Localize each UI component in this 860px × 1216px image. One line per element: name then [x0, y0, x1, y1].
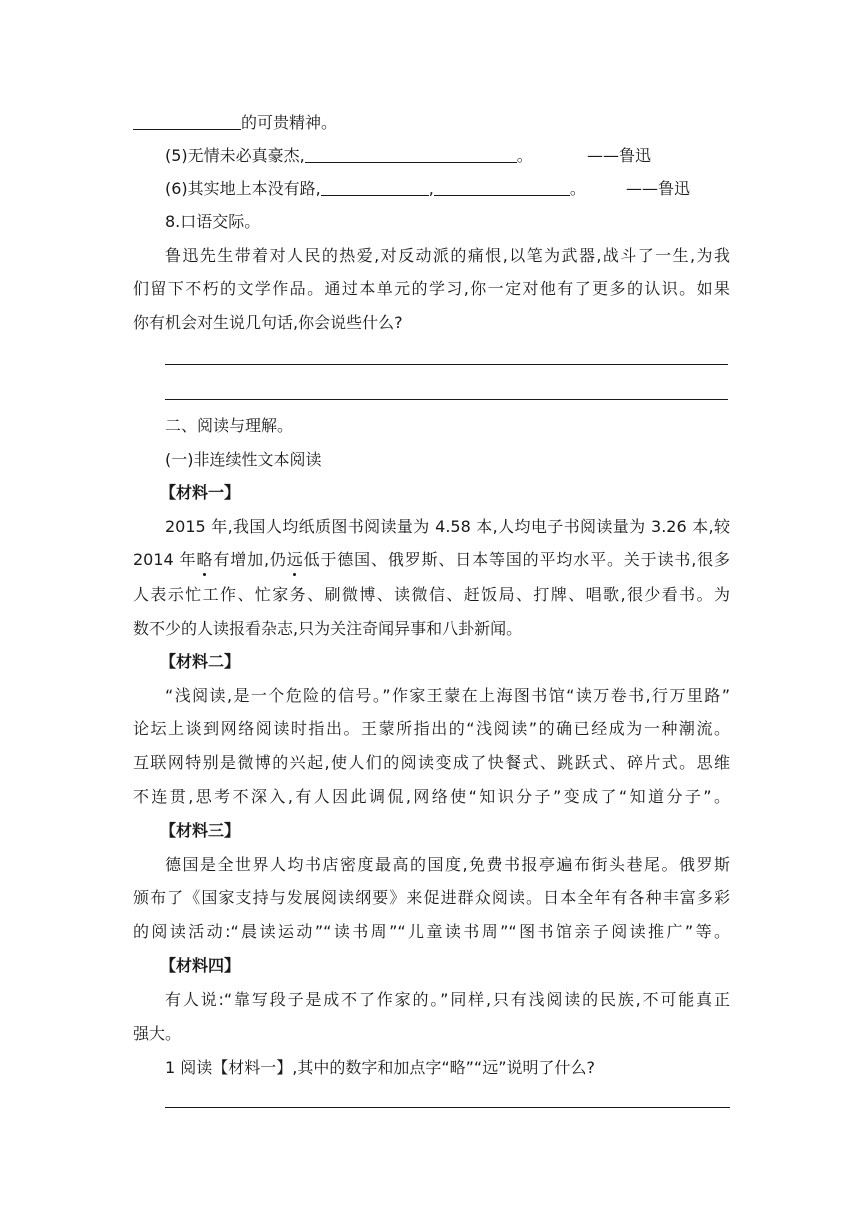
answer-line[interactable] — [165, 1107, 730, 1108]
material-3-line: 德国是全世界人均书店密度最高的国度,免费书报亭遍布街头巷尾。俄罗斯 — [165, 855, 730, 874]
material-2-line: 不连贯,思考不深入,有人因此调侃,网络使“知识分子”变成了“知道分子”。 — [133, 787, 730, 806]
section-heading: 二、阅读与理解。 — [165, 416, 294, 435]
question-1: 1 阅读【材料一】,其中的数字和加点字“略”“远”说明了什么? — [165, 1058, 596, 1077]
q6-text: (6)其实地上本没有路, — [165, 179, 321, 198]
material-1-line: 数不少的人读报看杂志,只为关注奇闻异事和八卦新闻。 — [133, 619, 523, 638]
q8-paragraph-line: 们留下不朽的文学作品。通过本单元的学习,你一定对他有了更多的认识。如果 — [133, 279, 730, 298]
material-2-line: “浅阅读,是一个危险的信号。”作家王蒙在上海图书馆“读万卷书,行万里路” — [165, 686, 730, 705]
q4-line — [133, 113, 337, 133]
answer-line[interactable] — [165, 399, 728, 400]
answer-blank[interactable] — [305, 146, 517, 163]
q8-paragraph-line: 鲁迅先生带着对人民的热爱,对反动派的痛恨,以笔为武器,战斗了一生,为我 — [165, 246, 730, 265]
q8-title: 8.口语交际。 — [165, 212, 261, 231]
q5-end: 。 — [516, 146, 533, 165]
material-3-line: 的阅读活动:“晨读运动”“读书周”“儿童读书周”“图书馆亲子阅读推广”等。 — [133, 922, 730, 941]
material-2-line: 互联网特别是微博的兴起,使人们的阅读变成了快餐式、跳跃式、碎片式。思维 — [133, 753, 730, 772]
material-4-title: 【材料四】 — [160, 956, 241, 975]
section-subheading: (一)非连续性文本阅读 — [165, 450, 322, 469]
material-1-title: 【材料一】 — [160, 483, 241, 502]
q6-end: 。 — [569, 179, 586, 198]
dotted-char: 远 — [286, 550, 303, 569]
material-4-line: 强大。 — [133, 1024, 182, 1043]
material-1-line: 2015 年,我国人均纸质图书阅读量为 4.58 本,人均电子书阅读量为 3.26 本,较 — [165, 517, 730, 536]
material-1-line: 2014 年略有增加,仍远低于德国、俄罗斯、日本等国的平均水平。关于读书,很多 — [133, 550, 730, 569]
answer-blank[interactable] — [133, 113, 241, 130]
material-3-title: 【材料三】 — [160, 821, 241, 840]
material-2-title: 【材料二】 — [160, 652, 241, 671]
dotted-char: 略 — [196, 550, 213, 569]
answer-blank[interactable] — [434, 179, 570, 196]
q5-text: (5)无情未必真豪杰, — [165, 146, 305, 165]
answer-blank[interactable] — [321, 179, 429, 196]
q6-comma: , — [428, 179, 434, 198]
q5-line — [165, 146, 533, 166]
q4-tail: 的可贵精神。 — [241, 113, 338, 132]
q5-author: ——鲁迅 — [587, 146, 652, 165]
q6-line — [165, 179, 586, 199]
material-3-line: 颁布了《国家支持与发展阅读纲要》来促进群众阅读。日本全年有各种丰富多彩 — [133, 888, 730, 907]
material-4-line: 有人说:“靠写段子是成不了作家的。”同样,只有浅阅读的民族,不可能真正 — [165, 990, 730, 1009]
q6-author: ——鲁迅 — [626, 179, 691, 198]
answer-line[interactable] — [165, 364, 728, 365]
material-2-line: 论坛上谈到网络阅读时指出。王蒙所指出的“浅阅读”的确已经成为一种潮流。 — [133, 719, 730, 738]
material-1-line: 人表示忙工作、忙家务、刷微博、读微信、赶饭局、打牌、唱歌,很少看书。为 — [133, 585, 730, 604]
q8-paragraph-line: 你有机会对生说几句话,你会说些什么? — [133, 313, 403, 332]
